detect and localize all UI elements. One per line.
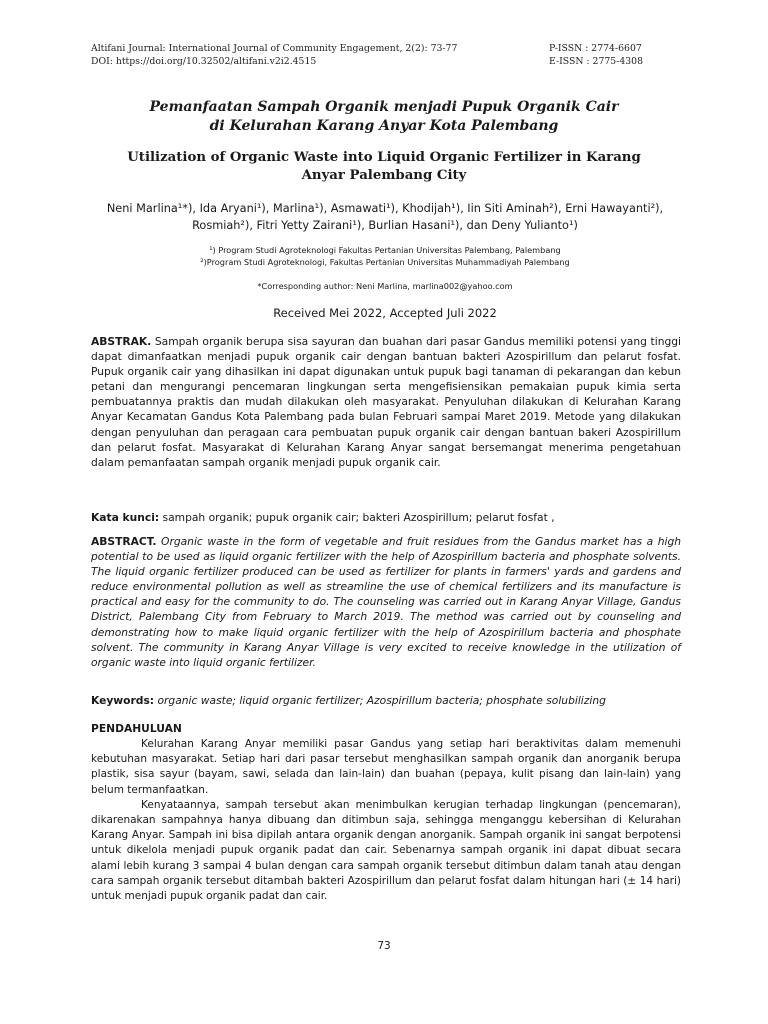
affiliations (90, 244, 680, 268)
title-en-line1: Utilization of Organic Waste into Liquid Organic Fertilizer in Karang (127, 150, 641, 165)
intro-paragraph-1: Kelurahan Karang Anyar memiliki pasar Gandus yang setiap hari beraktivitas dalam memenuhi kebutuhan masyarakat. Setiap hari dari pasar tersebut menghasilkan sampah organik dan anorganik berupa plastik, sisa sayur (bayam, sawi, selada dan lain-lain) dan buahan (pepaya, kulit pisang dan lain-lain) yang belum termanfaatkan. (91, 738, 681, 796)
introduction-body (91, 737, 681, 904)
journal-header (91, 42, 681, 68)
title-id-line2: di Kelurahan Karang Anyar Kota Palembang (209, 118, 559, 134)
abstrak-text: Sampah organik berupa sisa sayuran dan buahan dari pasar Gandus memiliki potensi yang tinggi dapat dimanfaatkan menjadi pupuk organik cair dengan bantuan bakteri Azospirillum dan pelarut fosfat. Pupuk organik cair yang dihasilkan ini dapat digunakan untuk pupuk bagi tanaman di pekarangan dan kebun petani dan mengurangi pencemaran lingkungan serta mengefisiensikan pemakaian pupuk kimia serta pembuatannya praktis dan mudah dilakukan oleh masyarakat. Penyuluhan dilakukan di Kelurahan Karang Anyar Kecamatan Gandus Kota Palembang pada bulan Februari sampai Maret 2019. Metode yang dilakukan dengan penyuluhan dan peragaan cara pembuatan pupuk organik cair dengan bantuan bakeri Azospirillum dan pelarut fosfat. Masyarakat di Kelurahan Karang Anyar sangat bersemangat menerima pengetahuan dalam pemanfaatan sampah organik menjadi pupuk organik cair. (91, 335, 681, 469)
kata-kunci (91, 510, 681, 525)
abstract-label: ABSTRACT. (91, 535, 157, 548)
abstract-paragraph (91, 534, 681, 670)
journal-citation: Altifani Journal: International Journal of Community Engagement, 2(2): 73-77 (91, 43, 458, 54)
keywords-text: organic waste; liquid organic fertilizer; Azospirillum bacteria; phosphate solubilizing (154, 694, 606, 707)
title-en-line2: Anyar Palembang City (301, 168, 467, 183)
affiliation-1: ¹) Program Studi Agroteknologi Fakultas Pertanian Universitas Palembang, Palembang (209, 245, 561, 255)
page-number: 73 (377, 940, 391, 952)
title-indonesian (60, 98, 708, 136)
title-english (70, 149, 698, 185)
doi-link[interactable]: DOI: https://doi.org/10.32502/altifani.v2i2.4515 (91, 56, 317, 67)
keywords-label: Keywords: (91, 694, 155, 707)
abstrak-paragraph (91, 334, 681, 470)
author-list: Neni Marlina¹*), Ida Aryani¹), Marlina¹), Asmawati¹), Khodijah¹), Iin Siti Aminah²), Erni Hawayanti²), Rosmiah²), Fitri Yetty Zairani¹), Burlian Hasani¹), dan Deny Yulianto¹) (106, 202, 664, 232)
abstract-text: Organic waste in the form of vegetable and fruit residues from the Gandus market has a high potential to be used as liquid organic fertilizer with the help of Azospirillum bacteria and phosphate solvents. The liquid organic fertilizer produced can be used as fertilizer for plants in farmers' yards and gardens and reduce environmental pollution as well as streamline the use of chemical fertilizers and its manufacture is practical and easy for the community to do. The counseling was carried out in Karang Anyar Village, Gandus District, Palembang City from February to March 2019. The method was carried out by counseling and demonstrating how to make liquid organic fertilizer with the help of Azospirillum bacteria and phosphate solvent. The community in Karang Anyar Village is very excited to receive knowledge in the utilization of organic waste into liquid organic fertilizer. (91, 535, 681, 669)
title-id-line1: Pemanfaatan Sampah Organik menjadi Pupuk Organik Cair (149, 99, 619, 115)
intro-paragraph-2: Kenyataannya, sampah tersebut akan menimbulkan kerugian terhadap lingkungan (pencemaran), dikarenakan sampahnya hanya dibuang dan ditimbun saja, sehingga menganggu kebersihan di Kelurahan Karang Anyar. Sampah ini bisa dipilah antara organik dengan anorganik. Sampah organik ini sangat berpotensi untuk dikelola menjadi pupuk organik padat dan cair. Sebenarnya sampah organik ini dapat dibuat secara alami lebih kurang 3 sampai 4 bulan dengan cara sampah organik tersebut ditimbun dalam tanah atau dengan cara sampah organik tersebut ditambah bakteri Azospirillum dan pelarut fosfat dalam hitungan hari (± 14 hari) untuk menjadi pupuk organik padat dan cair. (91, 798, 681, 903)
keywords (91, 693, 681, 708)
section-title: PENDAHULUAN (91, 722, 182, 735)
received-dates: Received Mei 2022, Accepted Juli 2022 (273, 306, 497, 320)
corresponding-author: *Corresponding author: Neni Marlina, marlina002@yahoo.com (257, 281, 513, 291)
kata-kunci-text: sampah organik; pupuk organik cair; bakteri Azospirillum; pelarut fosfat , (159, 511, 555, 524)
kata-kunci-label: Kata kunci: (91, 511, 160, 524)
affiliation-2: ²)Program Studi Agroteknologi, Fakultas Pertanian Universitas Muhammadiyah Palembang (200, 257, 570, 267)
abstrak-label: ABSTRAK. (91, 335, 152, 348)
e-issn: E-ISSN : 2775-4308 (549, 56, 643, 67)
p-issn: P-ISSN : 2774-6607 (549, 43, 642, 54)
